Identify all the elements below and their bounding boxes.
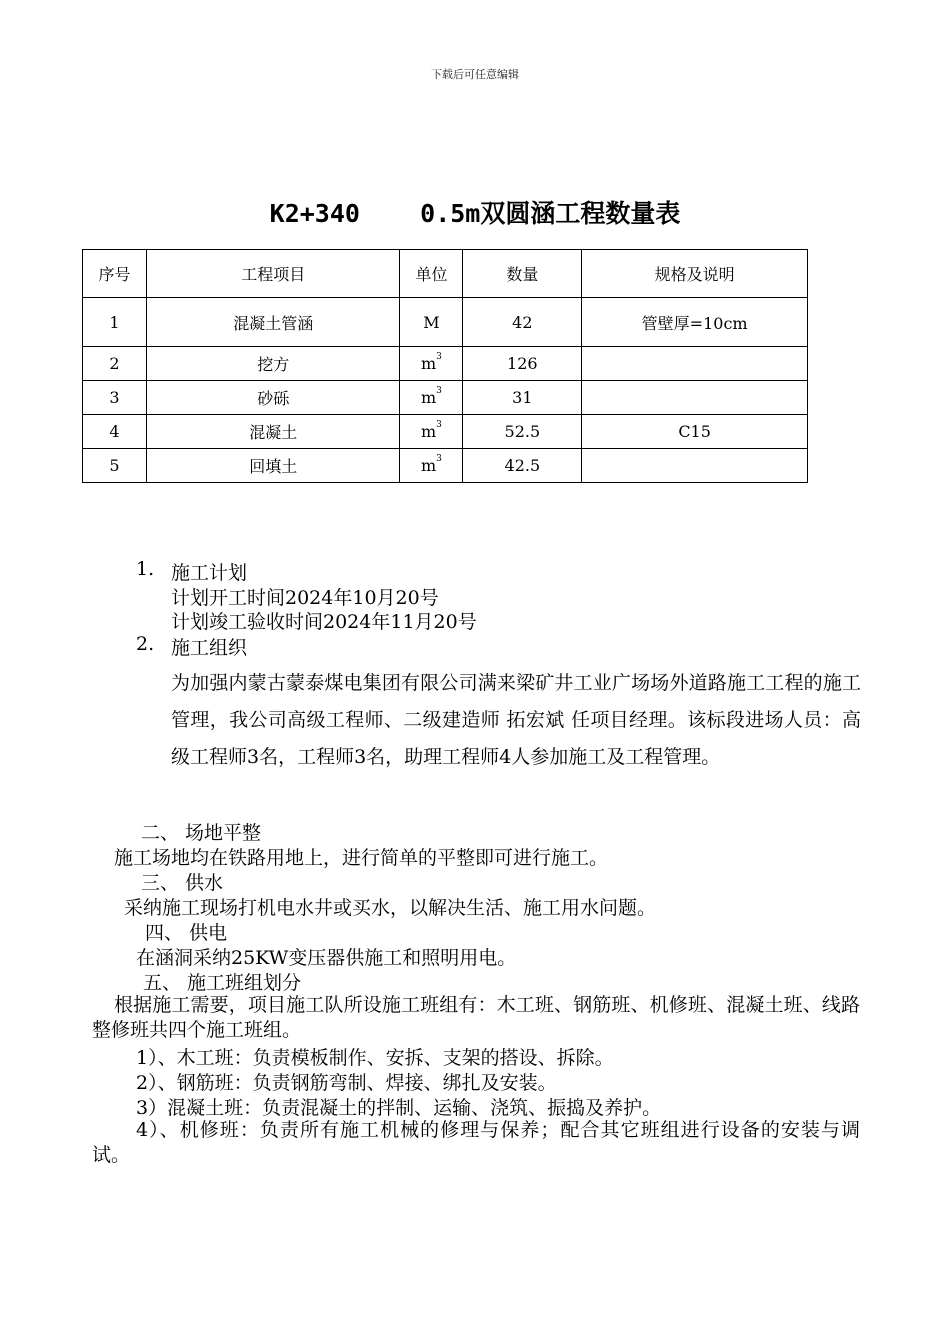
header-cell-qty: 数量 xyxy=(463,250,582,298)
unit-text: M xyxy=(423,312,440,332)
cell-spec xyxy=(582,347,808,381)
cell-qty: 126 xyxy=(463,347,582,381)
crew-division-paragraph: 根据施工需要，项目施工队所设施工班组有：木工班、钢筋班、机修班、混凝土班、线路整修班共四个施工班组。 xyxy=(92,994,860,1041)
cell-item: 挖方 xyxy=(146,347,400,381)
cell-unit xyxy=(400,449,463,483)
unit-text: m xyxy=(420,456,437,475)
header-cell-spec: 规格及说明 xyxy=(582,250,808,298)
cell-unit xyxy=(400,347,463,381)
unit-superscript: 3 xyxy=(436,454,442,464)
cell-unit xyxy=(400,381,463,415)
table-row xyxy=(83,449,808,483)
power-supply-heading: 四、 供电 xyxy=(145,922,228,944)
crew-item-rebar: 2）、钢筋班：负责钢筋弯制、焊接、绑扎及安装。 xyxy=(136,1072,557,1094)
plan-completion-line: 计划竣工验收时间2024年11月20号 xyxy=(171,611,477,633)
cell-no: 4 xyxy=(83,415,147,449)
header-cell-unit: 单位 xyxy=(400,250,463,298)
organization-paragraph: 为加强内蒙古蒙泰煤电集团有限公司满来梁矿井工业广场场外道路施工工程的施工管理，我公司高级工程师、二级建造师 拓宏斌 任项目经理。该标段进场人员：高级工程师3名，工程师3名，助理工程师4人参加施工及工程管理。 xyxy=(171,672,861,768)
cell-qty: 31 xyxy=(463,381,582,415)
section-2-number: 2. xyxy=(136,633,155,655)
cell-no: 3 xyxy=(83,381,147,415)
plan-start-line: 计划开工时间2024年10月20号 xyxy=(171,587,439,609)
header-note: 下载后可任意编辑 xyxy=(431,68,519,81)
cell-item: 回填土 xyxy=(146,449,400,483)
crew-item-maintenance: 4）、机修班：负责所有施工机械的修理与保养；配合其它班组进行设备的安装与调试。 xyxy=(92,1119,860,1166)
cell-item: 混凝土管涵 xyxy=(146,298,400,347)
section-1-number: 1. xyxy=(136,558,155,580)
unit-superscript: 3 xyxy=(436,420,442,430)
cell-qty: 52.5 xyxy=(463,415,582,449)
table-row xyxy=(83,381,808,415)
cell-unit xyxy=(400,298,463,347)
unit-text: m xyxy=(420,422,437,441)
cell-no: 1 xyxy=(83,298,147,347)
water-supply-heading: 三、 供水 xyxy=(141,872,224,894)
header-cell-no: 序号 xyxy=(83,250,147,298)
cell-item: 砂砾 xyxy=(146,381,400,415)
cell-no: 2 xyxy=(83,347,147,381)
header-cell-item: 工程项目 xyxy=(146,250,400,298)
cell-spec xyxy=(582,449,808,483)
cell-item: 混凝土 xyxy=(146,415,400,449)
cell-unit xyxy=(400,415,463,449)
unit-text: m xyxy=(420,354,437,373)
site-leveling-heading: 二、 场地平整 xyxy=(141,822,262,844)
section-1-title: 施工计划 xyxy=(171,562,248,584)
table-row xyxy=(83,347,808,381)
crew-item-carpentry: 1）、木工班：负责模板制作、安拆、支架的搭设、拆除。 xyxy=(136,1047,614,1069)
table-row xyxy=(83,298,808,347)
cell-spec xyxy=(582,381,808,415)
cell-no: 5 xyxy=(83,449,147,483)
cell-spec: C15 xyxy=(582,415,808,449)
cell-qty: 42 xyxy=(463,298,582,347)
section-2-title: 施工组织 xyxy=(171,637,248,659)
unit-superscript: 3 xyxy=(436,352,442,362)
table-header-row xyxy=(83,250,808,298)
crew-item-concrete: 3）混凝土班：负责混凝土的拌制、运输、浇筑、振捣及养护。 xyxy=(136,1097,662,1119)
document-title: K2+340 0.5m双圆涵工程数量表 xyxy=(269,199,681,228)
crew-division-heading: 五、 施工班组划分 xyxy=(143,972,302,994)
cell-spec: 管壁厚=10cm xyxy=(582,298,808,347)
cell-qty: 42.5 xyxy=(463,449,582,483)
table-row xyxy=(83,415,808,449)
power-supply-text: 在涵洞采纳25KW变压器供施工和照明用电。 xyxy=(136,947,517,969)
quantity-table xyxy=(82,249,808,483)
unit-superscript: 3 xyxy=(436,386,442,396)
unit-text: m xyxy=(420,388,437,407)
water-supply-text: 采纳施工现场打机电水井或买水，以解决生活、施工用水问题。 xyxy=(124,897,657,919)
site-leveling-text: 施工场地均在铁路用地上，进行简单的平整即可进行施工。 xyxy=(114,847,609,869)
